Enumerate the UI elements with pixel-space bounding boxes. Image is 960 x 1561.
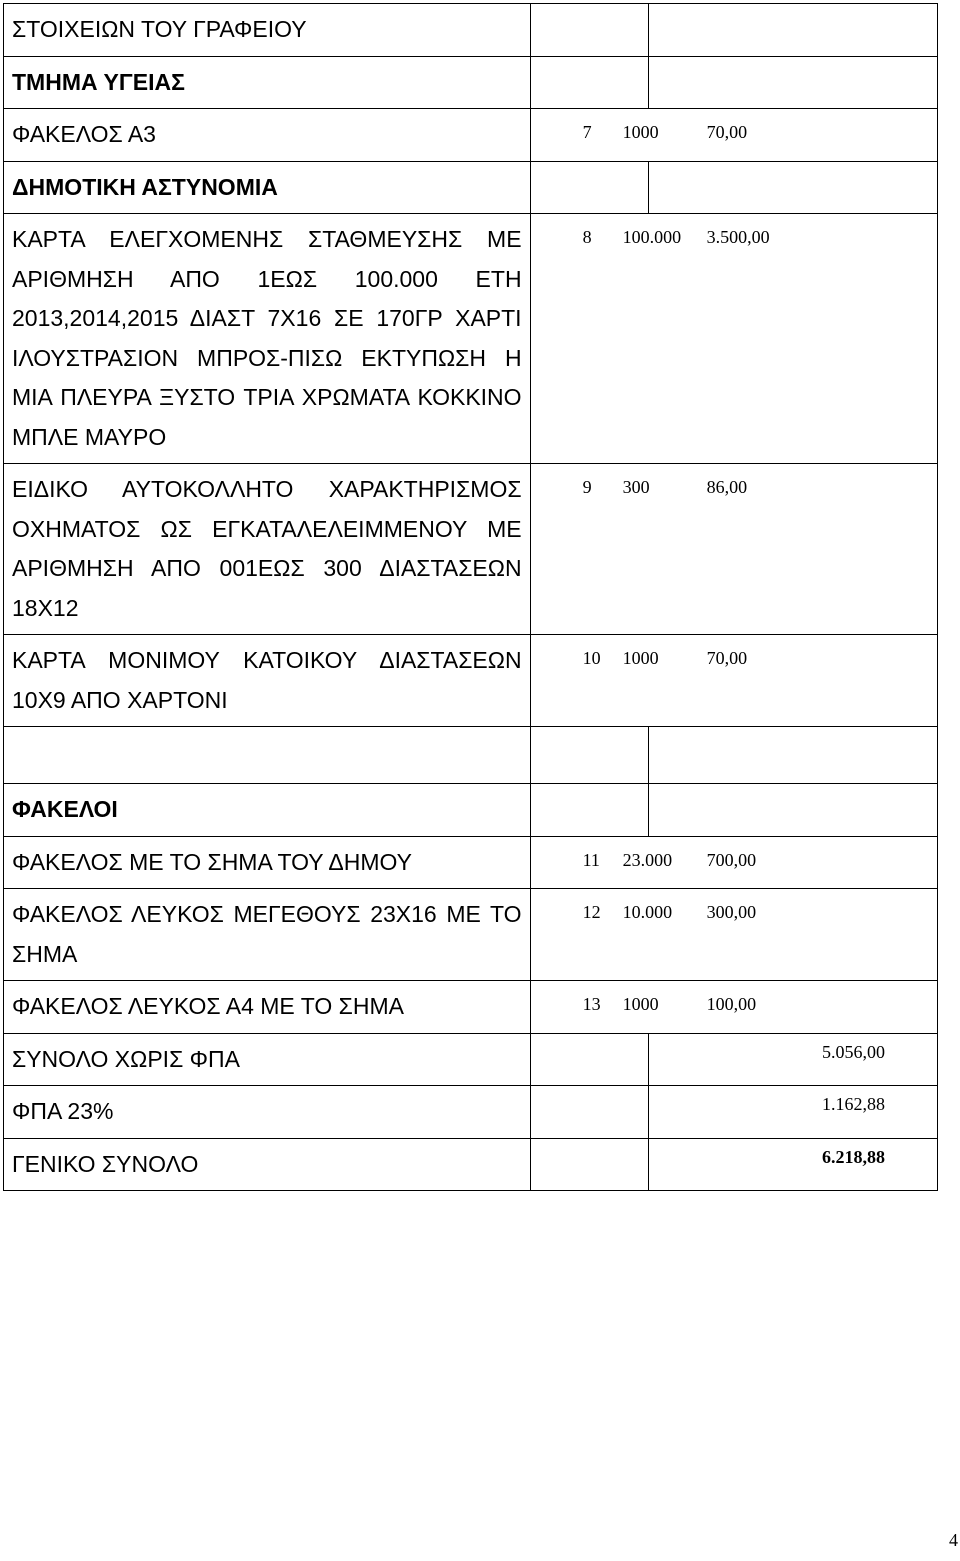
item-index: 11 — [582, 849, 600, 870]
table-row — [4, 635, 938, 727]
item-amount: 86,00 — [706, 477, 748, 497]
total-value: 6.218,88 — [648, 1138, 937, 1191]
item-quantity: 10.000 — [622, 902, 673, 922]
item-index: 9 — [582, 477, 592, 497]
item-index: 10 — [582, 648, 601, 668]
total-row — [4, 1138, 938, 1191]
item-values — [530, 836, 937, 889]
empty-cell — [530, 161, 648, 214]
item-values — [530, 635, 937, 727]
item-index: 7 — [582, 122, 592, 142]
total-label: ΓΕΝΙΚΟ ΣΥΝΟΛΟ — [4, 1138, 531, 1191]
item-description: ΕΙΔΙΚΟ ΑΥΤΟΚΟΛΛΗΤΟ ΧΑΡΑΚΤΗΡΙΣΜΟΣ ΟΧΗΜΑΤΟΣ ΩΣ ΕΓΚΑΤΑΛΕΛΕΙΜΜΕΝΟΥ ΜΕ ΑΡΙΘΜΗΣΗ ΑΠΟ 001ΕΩΣ 300 ΔΙΑΣΤΑΣΕΩΝ 18Χ12 — [4, 464, 531, 635]
empty-cell — [530, 1033, 648, 1086]
item-description: ΔΗΜΟΤΙΚΗ ΑΣΤΥΝΟΜΙΑ — [4, 161, 531, 214]
empty-cell — [648, 784, 937, 837]
item-description: ΚΑΡΤΑ ΕΛΕΓΧΟΜΕΝΗΣ ΣΤΑΘΜΕΥΣΗΣ ΜΕ ΑΡΙΘΜΗΣΗ ΑΠΟ 1ΕΩΣ 100.000 ΕΤΗ 2013,2014,2015 ΔΙΑΣΤ 7Χ16 ΣΕ 170ΓΡ ΧΑΡΤΙ ΙΛΟΥΣΤΡΑΣΙΟΝ ΜΠΡΟΣ-ΠΙΣΩ ΕΚΤΥΠΩΣΗ Η ΜΙΑ ΠΛΕΥΡΑ ΞΥΣΤΟ ΤΡΙΑ ΧΡΩΜΑΤΑ ΚΟΚΚΙΝΟ ΜΠΛΕ ΜΑΥΡΟ — [4, 214, 531, 464]
item-index: 13 — [582, 994, 601, 1014]
item-amount: 100,00 — [706, 994, 757, 1014]
item-values — [530, 109, 937, 162]
item-amount: 700,00 — [706, 849, 757, 870]
item-description: ΦΑΚΕΛΟΣ ΜΕ ΤΟ ΣΗΜΑ ΤΟΥ ΔΗΜΟΥ — [4, 836, 531, 889]
item-values — [530, 981, 937, 1034]
page-number: 4 — [949, 1530, 958, 1550]
empty-cell — [530, 784, 648, 837]
item-values — [530, 214, 937, 464]
total-label: ΣΥΝΟΛΟ ΧΩΡΙΣ ΦΠΑ — [4, 1033, 531, 1086]
item-quantity: 1000 — [622, 122, 659, 142]
table-row — [4, 109, 938, 162]
empty-cell — [530, 4, 648, 57]
empty-cell — [648, 4, 937, 57]
empty-cell — [530, 56, 648, 109]
item-description: ΦΑΚΕΛΟΣ ΛΕΥΚΟΣ Α4 ΜΕ ΤΟ ΣΗΜΑ — [4, 981, 531, 1034]
item-amount: 70,00 — [706, 648, 748, 668]
item-quantity: 100.000 — [622, 227, 682, 247]
empty-cell — [648, 727, 937, 784]
empty-cell — [530, 1138, 648, 1191]
total-row — [4, 1033, 938, 1086]
empty-cell — [530, 1086, 648, 1139]
empty-cell — [648, 56, 937, 109]
total-value: 1.162,88 — [648, 1086, 937, 1139]
item-description: ΤΜΗΜΑ ΥΓΕΙΑΣ — [4, 56, 531, 109]
item-description: ΦΑΚΕΛΟΣ ΛΕΥΚΟΣ ΜΕΓΕΘΟΥΣ 23Χ16 ΜΕ ΤΟ ΣΗΜΑ — [4, 889, 531, 981]
item-values — [530, 889, 937, 981]
table-row — [4, 889, 938, 981]
total-row — [4, 1086, 938, 1139]
table-row — [4, 56, 938, 109]
table-row — [4, 4, 938, 57]
item-amount: 3.500,00 — [706, 227, 770, 247]
table-row — [4, 784, 938, 837]
total-value: 5.056,00 — [648, 1033, 937, 1086]
empty-cell — [530, 727, 648, 784]
item-quantity: 300 — [622, 477, 650, 497]
total-label: ΦΠΑ 23% — [4, 1086, 531, 1139]
price-table — [3, 3, 938, 1191]
item-values — [530, 464, 937, 635]
item-quantity: 23.000 — [622, 849, 673, 870]
table-row — [4, 161, 938, 214]
item-description: ΦΑΚΕΛΟΙ — [4, 784, 531, 837]
item-amount: 70,00 — [706, 122, 748, 142]
item-index: 8 — [582, 227, 592, 247]
item-description — [4, 727, 531, 784]
item-amount: 300,00 — [706, 902, 757, 922]
empty-cell — [648, 161, 937, 214]
item-description: ΦΑΚΕΛΟΣ Α3 — [4, 109, 531, 162]
item-quantity: 1000 — [622, 994, 659, 1014]
item-index: 12 — [582, 902, 601, 922]
table-row — [4, 464, 938, 635]
table-row — [4, 214, 938, 464]
table-row — [4, 727, 938, 784]
item-description: ΣΤΟΙΧΕΙΩΝ ΤΟΥ ΓΡΑΦΕΙΟΥ — [4, 4, 531, 57]
table-row — [4, 981, 938, 1034]
item-quantity: 1000 — [622, 648, 659, 668]
table-row — [4, 836, 938, 889]
item-description: ΚΑΡΤΑ ΜΟΝΙΜΟΥ ΚΑΤΟΙΚΟΥ ΔΙΑΣΤΑΣΕΩΝ 10Χ9 ΑΠΟ ΧΑΡΤΟΝΙ — [4, 635, 531, 727]
